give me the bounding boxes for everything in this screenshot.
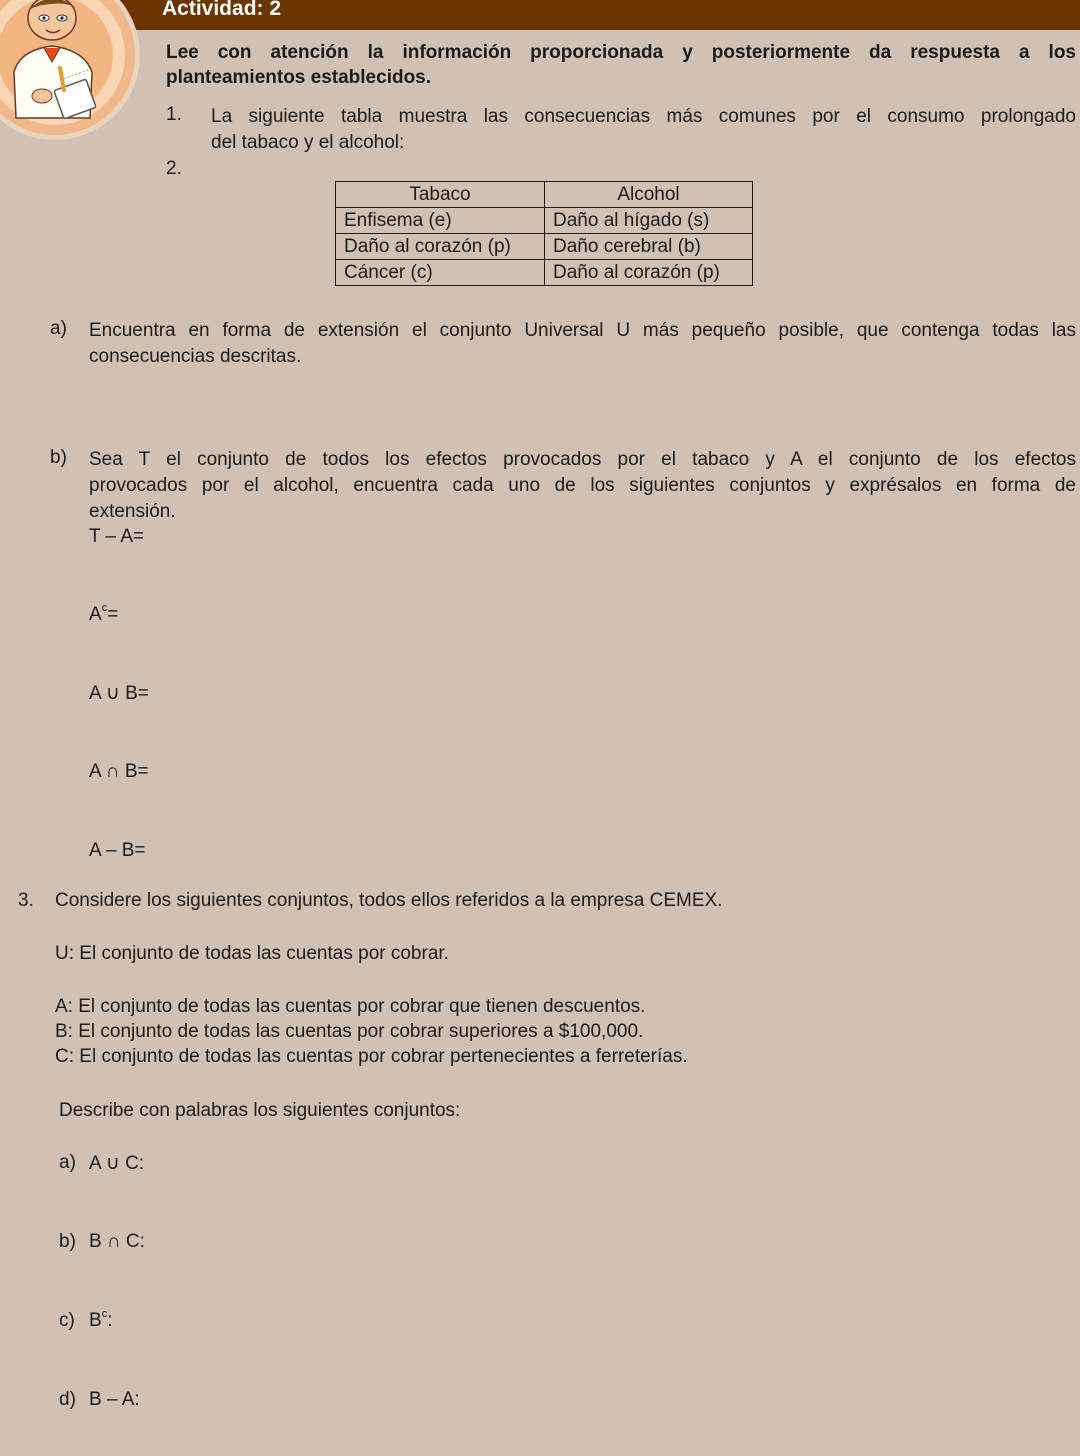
item-1-text <box>211 104 1076 156</box>
table-cell: Daño al corazón (p) <box>545 260 753 286</box>
table-row <box>336 208 753 234</box>
table-header-row <box>336 182 753 208</box>
table-row <box>336 234 753 260</box>
expression-a-complement <box>89 604 118 626</box>
student-mascot-illustration <box>0 0 150 145</box>
activity-title: Actividad: 2 <box>162 0 282 20</box>
sub-item-c-label: c) <box>59 1310 75 1331</box>
question-a-line-2: consecuencias descritas. <box>89 346 302 367</box>
set-a-definition: A: El conjunto de todas las cuentas por cobrar que tienen descuentos. <box>55 996 646 1017</box>
expression-a-union-b: A ∪ B= <box>89 683 149 704</box>
instructions <box>166 40 1076 90</box>
table-cell: Daño cerebral (b) <box>545 234 753 260</box>
instructions-line-2: planteamientos establecidos. <box>166 67 432 88</box>
table-cell: Daño al corazón (p) <box>336 234 545 260</box>
consequences-table <box>335 181 753 286</box>
set-c-definition: C: El conjunto de todas las cuentas por cobrar pertenecientes a ferreterías. <box>55 1046 688 1067</box>
sub-item-d-label: d) <box>59 1389 76 1410</box>
table-cell: Daño al hígado (s) <box>545 208 753 234</box>
question-3-number: 3. <box>18 890 34 911</box>
question-3-text: Considere los siguientes conjuntos, todos ellos referidos a la empresa CEMEX. <box>55 890 723 911</box>
sub-item-a-expression: A ∪ C: <box>89 1153 145 1174</box>
table-row <box>336 260 753 286</box>
describe-instruction: Describe con palabras los siguientes conjuntos: <box>59 1100 461 1121</box>
item-2-number: 2. <box>166 158 182 179</box>
expression-a-base: A <box>89 604 102 625</box>
question-b-label: b) <box>50 447 67 468</box>
question-a-line-1: Encuentra en forma de extensión el conjunto Universal U más pequeño posible, que contenga todas las <box>89 320 1076 341</box>
sub-item-a-label: a) <box>59 1152 76 1173</box>
item-1-line-1: La siguiente tabla muestra las consecuencias más comunes por el consumo prolongado <box>211 106 1076 127</box>
sub-item-b-label: b) <box>59 1231 76 1252</box>
sub-item-c-base: B <box>89 1310 102 1331</box>
table-cell: Enfisema (e) <box>336 208 545 234</box>
set-u-definition: U: El conjunto de todas las cuentas por cobrar. <box>55 943 449 964</box>
expression-a-intersection-b: A ∩ B= <box>89 761 149 782</box>
table-cell: Cáncer (c) <box>336 260 545 286</box>
sub-item-c-expression <box>89 1310 112 1332</box>
complement-superscript: c <box>101 1308 108 1320</box>
question-b-line-3: extensión. <box>89 501 176 522</box>
question-b-text <box>89 447 1076 525</box>
column-header-alcohol: Alcohol <box>545 182 753 208</box>
complement-superscript: c <box>101 602 108 614</box>
question-a-text <box>89 318 1076 370</box>
question-b-line-2: provocados por el alcohol, encuentra cada uno de los siguientes conjuntos y exprésalos en forma de <box>89 475 1076 496</box>
set-b-definition: B: El conjunto de todas las cuentas por cobrar superiores a $100,000. <box>55 1021 644 1042</box>
question-b-line-1: Sea T el conjunto de todos los efectos provocados por el tabaco y A el conjunto de los efectos <box>89 449 1076 470</box>
expression-equals: = <box>107 604 119 625</box>
item-1-line-2: del tabaco y el alcohol: <box>211 132 405 153</box>
sub-item-b-expression: B ∩ C: <box>89 1231 145 1252</box>
expression-a-minus-b: A – B= <box>89 840 146 861</box>
sub-item-d-expression: B – A: <box>89 1389 140 1410</box>
question-a-label: a) <box>50 318 67 339</box>
expression-t-minus-a: T – A= <box>89 526 145 547</box>
item-1-number: 1. <box>166 104 182 125</box>
sub-item-c-colon: : <box>107 1310 113 1331</box>
instructions-line-1: Lee con atención la información proporcionada y posteriormente da respuesta a los <box>166 42 1076 63</box>
column-header-tabaco: Tabaco <box>336 182 545 208</box>
